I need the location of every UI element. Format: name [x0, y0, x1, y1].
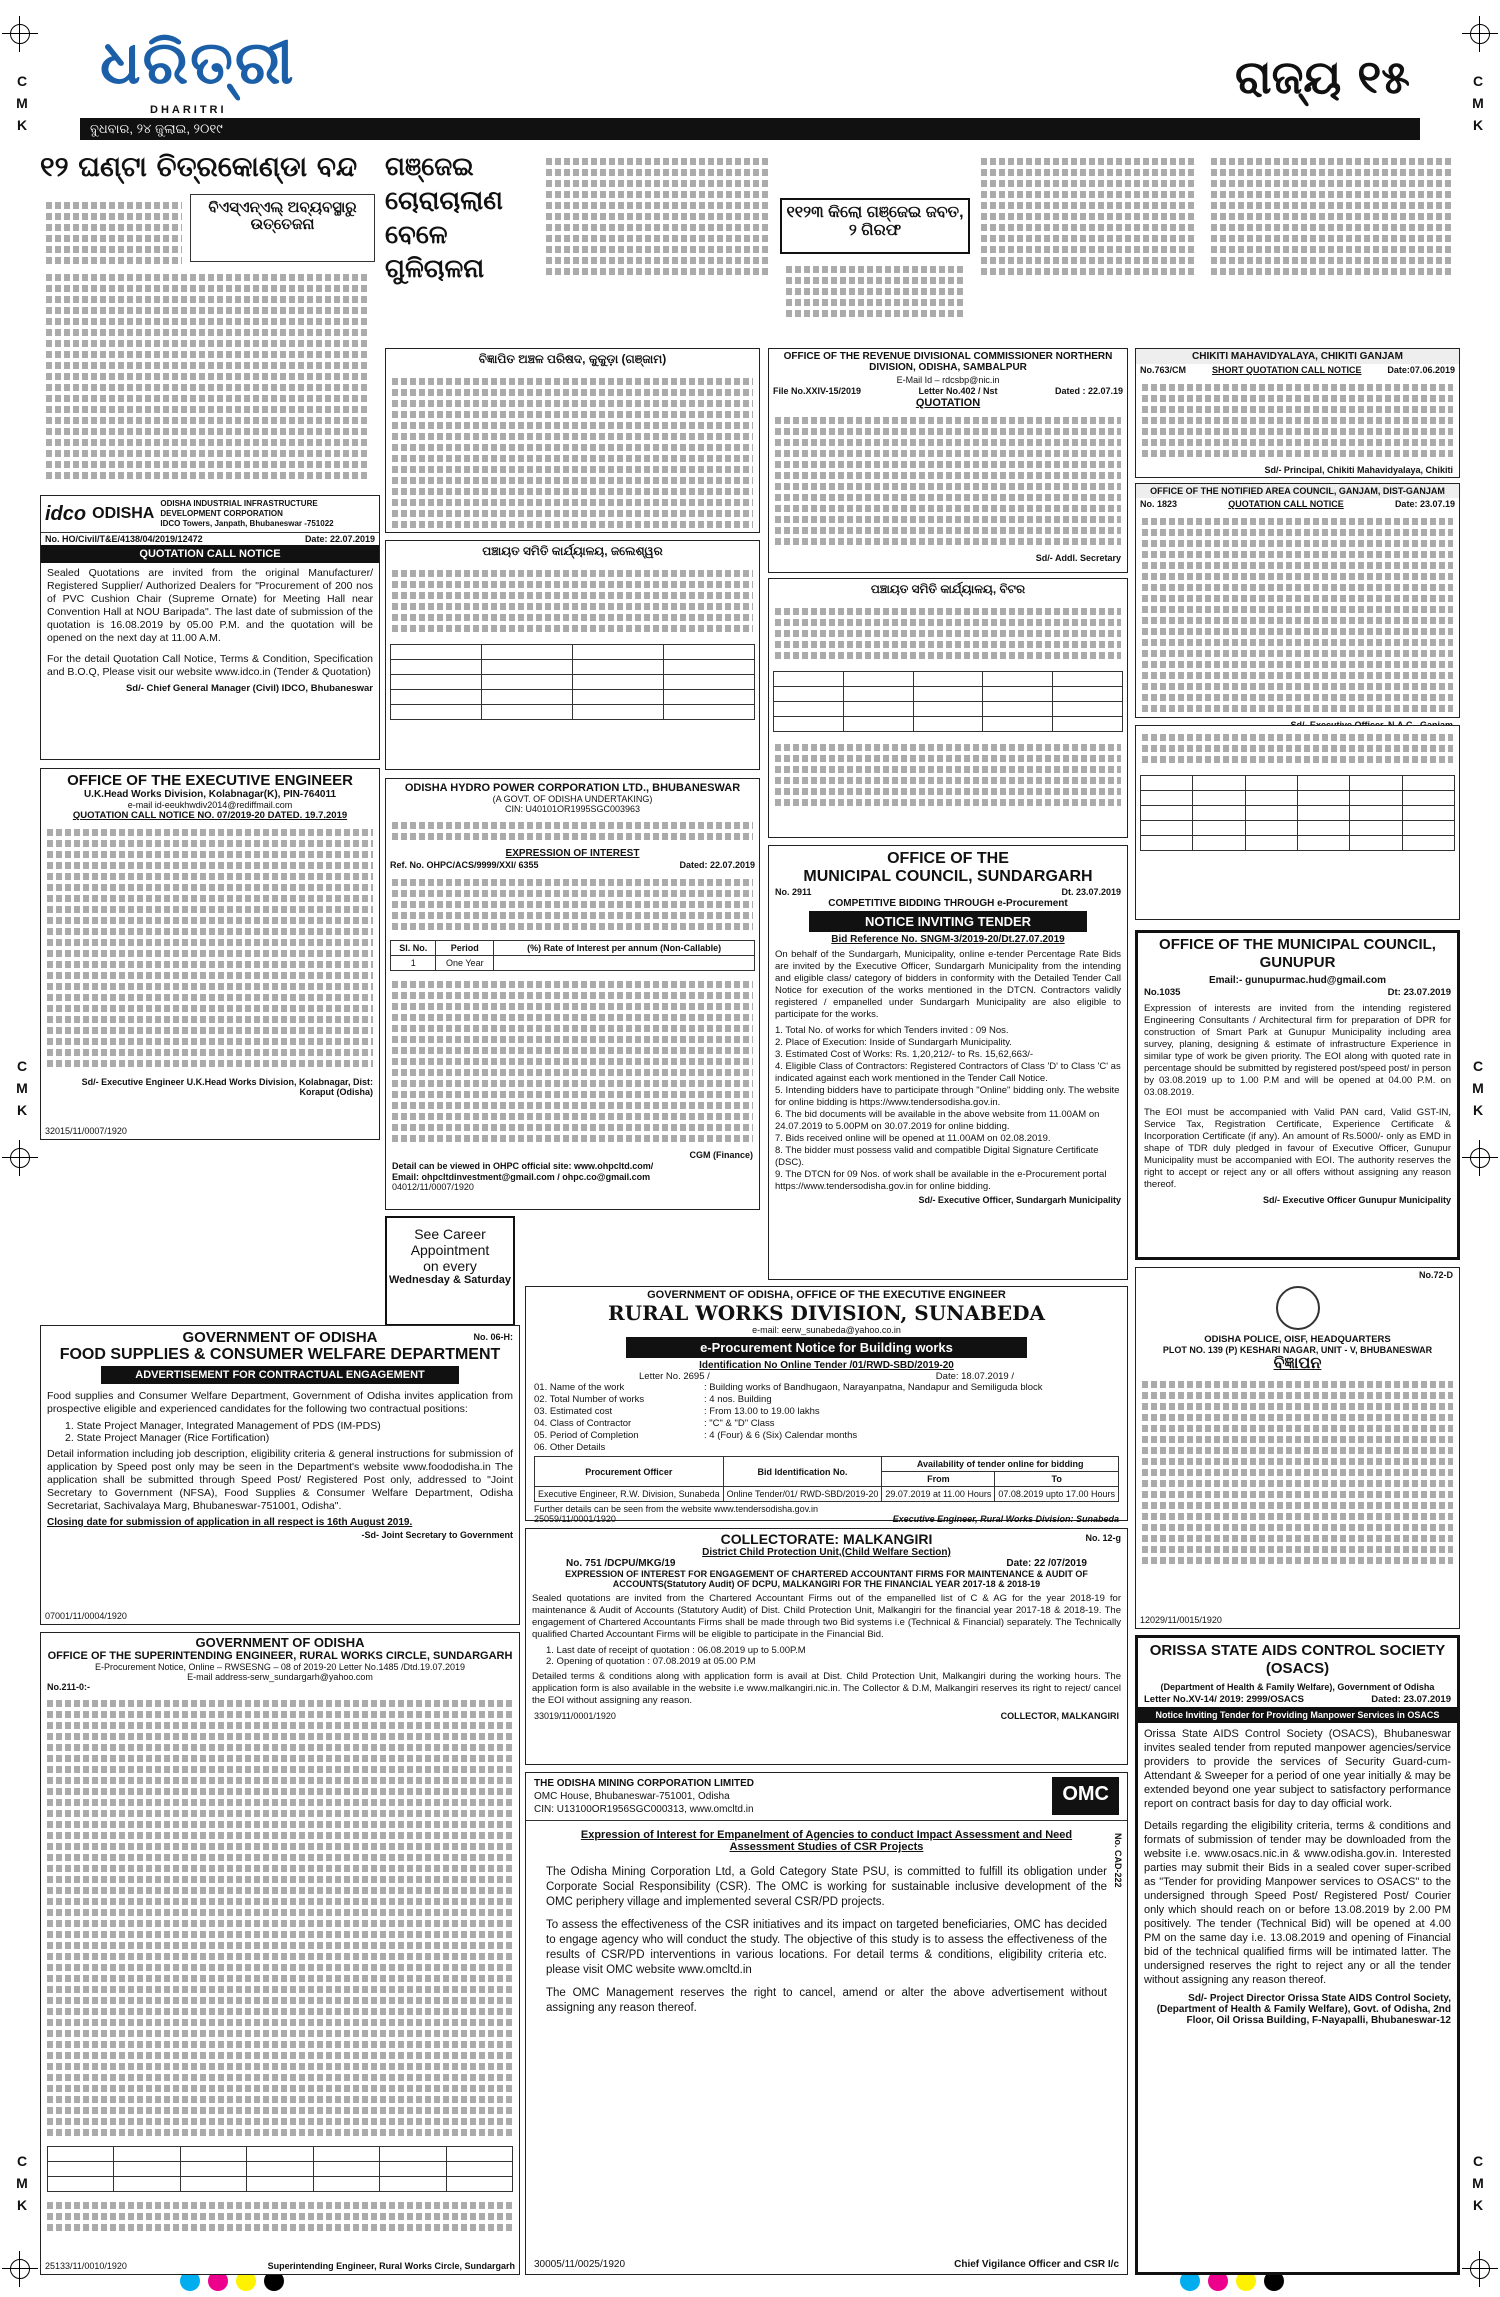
ad-osacs [1135, 1635, 1460, 2275]
ad-heading: NOTICE INVITING TENDER [809, 911, 1087, 932]
career-line-4: Wednesday & Saturday [388, 1274, 512, 1286]
ad-ref: No.72-D [1418, 1270, 1453, 1280]
second-story [385, 150, 1460, 350]
ad-signature: Superintending Engineer, Rural Works Circle, Sundargarh [267, 2261, 515, 2271]
ad-subtitle: (A GOVT. OF ODISHA UNDERTAKING) [492, 794, 653, 804]
ad-ref: No.763/CM [1140, 365, 1187, 375]
registration-mark [2, 1140, 38, 1176]
work-detail-value: : "C" & "D" Class [704, 1418, 775, 1429]
ad-email: Email:- gunupurmac.hud@gmail.com [1209, 975, 1386, 986]
ad-signature: Sd/- Chief General Manager (Civil) IDCO, Bhubaneswar [125, 683, 373, 694]
ad-subtitle: E-Procurement Notice, Online – RWSESNG – 08 of 2019-20 Letter No.1485 /Dtd.19.07.2019 [94, 1662, 466, 1672]
ad-body-2: Details regarding the eligibility criteria, terms & conditions and formats of submission of tender may be downloaded from the website i.e. www.osacs.nic.in & www.odisha.gov.in. Interested parties may submit their Bids in a sealed cover super-scribed as "Tender for providing Manpower services to OSACS" to the undersigned through Speed Post/ Registered Post/ Courier only which should reach on or before 13.08.2019 by 2.00 PM positively. The tender (Technical Bid) will be opened at 4.00 PM on the same day i.e. 13.08.2019 and opening of Financial bid of the technical qualified firms will be intimated latter. The undersigned reserves the right to reject any or all the tender without assigning any reason thereof. [1144, 1820, 1451, 1986]
odisha-logo: ODISHA [92, 505, 155, 522]
date-line: ବୁଧବାର, ୨୪ ଜୁଲାଇ, ୨୦୧୯ [90, 121, 223, 136]
police-emblem-icon [1276, 1286, 1320, 1330]
work-detail-label: 02. Total Number of works [534, 1394, 645, 1405]
ad-heading: SHORT QUOTATION CALL NOTICE [1211, 365, 1362, 375]
ad-ref: No. 2911 [775, 887, 812, 897]
ad-nac-ganjam [1135, 483, 1460, 718]
ad-ref: No. 06-H: [473, 1332, 513, 1342]
work-detail-label: 05. Period of Completion [534, 1430, 639, 1441]
ad-heading: ADVERTISEMENT FOR CONTRACTUAL ENGAGEMENT [101, 1366, 459, 1384]
closing-date: Closing date for submission of application in all respect is 16th August 2019. [47, 1517, 413, 1528]
ad-subtitle: (Department of Health & Family Welfare), Government of Odisha [1160, 1682, 1435, 1692]
ad-date: Date: 22 /07/2019 [1006, 1558, 1087, 1569]
notice-odia-table [1135, 725, 1460, 920]
ad-address: OMC House, Bhubaneswar-751001, Odisha [534, 1791, 730, 1802]
ad-signature: Executive Engineer, Rural Works Division: Sunabeda [892, 1514, 1119, 1524]
ad-malkangiri [525, 1528, 1128, 1765]
notice-heading: ପଞ୍ଚାୟତ ସମିତି କାର୍ଯ୍ୟାଳୟ, ଜଲେଶ୍ୱର [482, 544, 663, 558]
ad-website: Further details can be seen from the website www.tendersodisha.gov.in [534, 1504, 818, 1514]
ad-signature: Chief Vigilance Officer and CSR I/c [954, 2259, 1119, 2270]
ad-body-2: Detail information including job description, eligibility criteria & general instructions for submission of application by Speed post only may be seen in the Department's website www.foododisha.in The application shall be submitted through Speed Post/ Registered Post only, addressed to "Joint Secretary to Government (NFSA), Food Supplies & Consumer Welfare Department, Odisha Secretariat, Sachivalaya Marg, Bhubaneswar-751001, Odisha". [47, 1448, 513, 1512]
registration-mark [1462, 1140, 1498, 1176]
ad-heading: QUOTATION [915, 397, 981, 409]
date-bar [80, 118, 1420, 140]
work-detail-label: 03. Estimated cost [534, 1406, 613, 1417]
ad-title: OFFICE OF THE REVENUE DIVISIONAL COMMISSIONER NORTHERN DIVISION, ODISHA, SAMBALPUR [783, 351, 1113, 373]
ad-signature: Sd/- Executive Officer Gunupur Municipality [1262, 1195, 1451, 1205]
cmk-marks: C M K [1472, 2153, 1484, 2213]
work-detail-label: 01. Name of the work [534, 1382, 625, 1393]
ad-body-3: The OMC Management reserves the right to cancel, amend or alter the above advertisement without assigning any reason thereof. [546, 1987, 1107, 2014]
ad-body: The Odisha Mining Corporation Ltd, a Gold Category State PSU, is committed to fulfill its obligation under Corporate Social Responsibility (CSR). The OMC is working for sustainable inclusive development of the OMC periphery village and implemented several CSR/PD projects. [546, 1866, 1107, 1908]
ad-email: e-mail id-eeukhwdiv2014@rediffmail.com [127, 800, 293, 810]
ad-govt: GOVERNMENT OF ODISHA [195, 1635, 365, 1650]
ad-email: E-mail address-serw_sundargarh@yahoo.com [187, 1672, 373, 1682]
ad-ref: No.211-0:- [47, 1682, 91, 1692]
ad-govt: GOVERNMENT OF ODISHA [182, 1329, 378, 1346]
cmk-marks: C M K [16, 1058, 28, 1118]
notice-heading: ବିଜ୍ଞାପିତ ଅଞ୍ଚଳ ପରିଷଦ, କୁକୁଡ଼ା (ଗଞ୍ଜାମ) [478, 352, 667, 366]
ad-omc [525, 1772, 1128, 2275]
registration-mark [1462, 16, 1498, 52]
position-1: 1. State Project Manager, Integrated Management of PDS (IM-PDS) [65, 1420, 381, 1432]
cmk-marks: C M K [1472, 73, 1484, 133]
ad-heading: e-Procurement Notice for Building works [626, 1337, 1027, 1358]
ad-title: OFFICE OF THE MUNICIPAL COUNCIL, GUNUPUR [1159, 936, 1436, 971]
idco-logo: idco [45, 502, 87, 525]
ad-date: Dt. 23.07.2019 [1061, 887, 1121, 897]
work-detail-row [534, 1406, 1119, 1418]
ad-signature: Sd/- Addl. Secretary [1035, 553, 1121, 563]
bidding-table: Procurement Officer Bid Identification No. Availability of tender online for bidding From To Executive Engineer, R.W. Division, Sunabeda Online Tender/01/ RWD-SBD/2019-20 29.07.2019 at 11.00 Hours 07.08.2019 upto 17.00 Hours [534, 1456, 1119, 1502]
notice-jaleswar [385, 540, 760, 770]
ad-food-supplies [40, 1325, 520, 1625]
ad-heading: QUOTATION CALL NOTICE [1228, 499, 1344, 509]
tender-item: 3. Estimated Cost of Works: Rs. 1,20,212/- to Rs. 15,62,663/- [775, 1049, 1034, 1060]
ad-body: Expression of interests are invited from the intending registered Engineering Consultants / Architectural firm for preparation of DPR for construction of Smart Park at Gunupur Municipality including area survey, planing, designing & estimate of infrastructure Experience in similar type of work be given priority. The EOI along with quoted rate in percentage should be submitted by registered post/speed post/ in person by 03.08.2019 up to 1.00 P.M and will be opened at 04.00 P.M. on 03.08.2019. [1144, 1003, 1451, 1098]
ad-code: 07001/11/0004/1920 [45, 1611, 127, 1621]
work-detail-value: : From 13.00 to 19.00 lakhs [704, 1406, 820, 1417]
tender-item: 9. The DTCN for 09 Nos. of work shall be available in the e-Procurement portal https://www.tendersodisha.gov.in for online bidding. [775, 1169, 1107, 1192]
notice-heading: ପଞ୍ଚାୟତ ସମିତି କାର୍ଯ୍ୟାଳୟ, ବିଟର [870, 582, 1026, 596]
ad-address: PLOT NO. 139 (P) KESHARI NAGAR, UNIT - V, BHUBANESWAR [1162, 1345, 1433, 1355]
ad-email: E-Mail Id – rdcsbp@nic.in [896, 375, 1000, 385]
ad-body: Orissa State AIDS Control Society (OSACS), Bhubaneswar invites sealed tender from reputed manpower agencies/service providers to provide the services of Security Guard-cum-Attendant & Sweeper for a period of one year initially & may be extended beyond one year subject to satisfactory performance report on contract basis for day to day official work. [1144, 1728, 1451, 1810]
ad-ref: Ref. No. OHPC/ACS/9999/XXI/ 6355 [390, 860, 539, 870]
newspaper-logo: ଧରିତ୍ରୀ [100, 28, 296, 98]
work-detail-row [534, 1442, 1119, 1454]
ad-signature: CGM (Finance) [689, 1150, 753, 1160]
rate-table: Sl. No. Period (%) Rate of Interest per annum (Non-Callable) 1 One Year [390, 940, 755, 971]
ad-subtitle: U.K.Head Works Division, Kolabnagar(K), PIN-764011 [83, 789, 337, 800]
ad-date: Dt: 23.07.2019 [1387, 987, 1451, 998]
ad-code: 25059/11/0001/1920 [534, 1514, 616, 1524]
ad-heading: ବିଜ୍ଞାପନ [1273, 1355, 1322, 1372]
ad-date: Dated: 23.07.2019 [1371, 1694, 1451, 1705]
ad-subtitle: COMPETITIVE BIDDING THROUGH e-Procurement [828, 898, 1068, 909]
ad-body: Sealed quotations are invited from the Chartered Accountant Firms out of the empanelled list of C & AG for the year 2018-19 for maintenance & Audit of Accounts (Statutory Audit) of Dist. Child Protection Unit, Malkangiri for the financial year 2017-18 & 2018-19. The engagement of Chartered Accountants Firms shall be made through two Bid systems i.e (Technical & Financial) separately. The Technically qualified Charted Accountant Firms will be eligible to participate in the Financial Bid. [532, 1593, 1121, 1640]
lead-headline: ୧୨ ଘଣ୍ଟା ଚିତ୍ରକୋଣ୍ଡା ବନ୍ଦ [40, 150, 358, 183]
cmk-marks: C M K [16, 2153, 28, 2213]
ad-ref: No. 751 /DCPU/MKG/19 [566, 1558, 676, 1569]
ad-date: Date:07.06.2019 [1387, 365, 1455, 375]
lead-story [40, 150, 375, 490]
ad-ohpc [385, 778, 760, 1210]
ad-date: Date: 22.07.2019 [304, 534, 375, 544]
lead-kicker: ବିଏସ୍ଏନ୍ଏଲ୍ ଅବ୍ୟବସ୍ଥାରୁ ଉତ୍ତେଜନା [190, 194, 375, 262]
deadline-2: 2. Opening of quotation : 07.08.2019 at 05.00 P.M [546, 1656, 756, 1667]
ad-title-1: OFFICE OF THE [887, 850, 1009, 867]
ad-code: 04012/11/0007/1920 [392, 1182, 474, 1192]
ad-idco [40, 495, 380, 760]
work-detail-label: 06. Other Details [534, 1442, 606, 1453]
work-detail-value: : 4 nos. Building [704, 1394, 772, 1405]
ad-signature: Sd/- Project Director Orissa State AIDS Control Society, (Department of Health & Family Welfare), Govt. of Odisha, 2nd Floor, Oil Orissa Building, F-Nayapalli, Bhubaneswar-12 [1156, 1993, 1451, 2026]
ad-code: 33019/11/0001/1920 [534, 1711, 616, 1721]
ad-body: On behalf of the Sundargarh, Municipality, online e-tender Percentage Rate Bids are invited by the Executive Officer, Sundargarh Municipality from the intending and eligible class/ category of bidders in conformity with the Detailed Tender Call Notice for execution of the works mentioned in the DTCN. Contractors validly registered / empanelled under Sundargarh Municipality are also eligible to participate for the works. [775, 949, 1121, 1020]
bid-reference: Bid Reference No. SNGM-3/2019-20/Dt.27.07.2019 [831, 934, 1065, 945]
ad-date: Date: 18.07.2019 / [935, 1371, 1014, 1382]
registration-mark [2, 16, 38, 52]
cmk-marks: C M K [16, 73, 28, 133]
career-line-1: See Career [414, 1226, 486, 1242]
career-line-3: on every [423, 1258, 477, 1274]
notice-bitar [768, 578, 1128, 838]
ganja-seizure-box: ୧୧୨୩ କିଲୋ ଗଞ୍ଜେଇ ଜବତ, ୨ ଗିରଫ [780, 198, 970, 254]
work-details [526, 1382, 1127, 1454]
ad-body-2: For the detail Quotation Call Notice, Terms & Condition, Specification and B.O.Q, Please visit our website www.idco.in (Tender & Quotation) [47, 653, 373, 678]
org-address: IDCO Towers, Janpath, Bhubaneswar -751022 [160, 519, 334, 528]
ad-title: ODISHA HYDRO POWER CORPORATION LTD., BHUBANESWAR [404, 782, 741, 794]
ad-date: Dated : 22.07.19 [1054, 386, 1123, 396]
position-2: 2. State Project Manager (Rice Fortification) [65, 1432, 270, 1444]
org-name: ODISHA INDUSTRIAL INFRASTRUCTURE DEVELOPMENT CORPORATION [160, 499, 318, 518]
ad-date: Dated: 22.07.2019 [679, 860, 755, 870]
cmk-marks: C M K [1472, 1058, 1484, 1118]
ad-municipal-sundargarh [768, 845, 1128, 1280]
registration-mark [1462, 2251, 1498, 2287]
second-headline: ଗଞ୍ଜେଇ ଚୋରାଚାଲାଣ ବେଳେ ଗୁଳିଚାଳନା [385, 152, 503, 284]
ad-signature: Sd/- Principal, Chikiti Mahavidyalaya, Chikiti [1264, 465, 1453, 475]
ad-ee-kolabnagar [40, 768, 380, 1140]
ad-chikiti [1135, 348, 1460, 478]
registration-mark [2, 2251, 38, 2287]
work-detail-row [534, 1430, 1119, 1442]
ad-body: Food supplies and Consumer Welfare Department, Government of Odisha invites application from prospective eligible and experienced candidates for the following two contractual positions: [47, 1390, 513, 1415]
ad-body-2: Detailed terms & conditions along with application form is avail at Dist. Child Protection Unit, Malkangiri during the working hours. The application form is also available in the website i.e www.malkangiri.nic.in. The Collector & D.M, Malkangiri reserves its right to reject/ cancel the EOI without assigning any reason. [532, 1671, 1121, 1706]
ad-heading: QUOTATION CALL NOTICE NO. 07/2019-20 DATED. 19.7.2019 [72, 810, 348, 821]
letter-number: Letter No.XV-14/ 2019: 2999/OSACS [1144, 1694, 1304, 1705]
career-promo [385, 1216, 515, 1326]
ad-cin: CIN: U40101OR1995SGC003963 [504, 804, 641, 814]
tender-item: 6. The bid documents will be available in the above website from 11.00AM on 24.07.2019 to 5.00PM on 30.07.2019 for online bidding. [775, 1109, 1100, 1132]
ad-signature: COLLECTOR, MALKANGIRI [1000, 1711, 1119, 1721]
masthead [40, 20, 1460, 136]
ad-code: 12029/11/0015/1920 [1140, 1615, 1222, 1625]
ad-subtitle: District Child Protection Unit,(Child Welfare Section) [702, 1547, 951, 1558]
logo-subtitle: DHARITRI [150, 104, 227, 116]
tender-item: 8. The bidder must possess valid and compatible Digital Signature Certificate (DSC). [775, 1145, 1099, 1168]
ad-title: OFFICE OF THE NOTIFIED AREA COUNCIL, GANJAM, DIST-GANJAM [1136, 484, 1459, 498]
omc-logo: OMC [1052, 1777, 1119, 1815]
ad-rural-sunabeda [525, 1286, 1128, 1524]
tender-items [769, 1025, 1127, 1193]
work-detail-row [534, 1382, 1119, 1394]
ad-heading: EXPRESSION OF INTEREST [505, 848, 640, 859]
ad-date: Date: 23.07.19 [1394, 499, 1455, 509]
ad-title: CHIKITI MAHAVIDYALAYA, CHIKITI GANJAM [1136, 349, 1459, 364]
work-detail-row [534, 1394, 1119, 1406]
ad-side-code: No. CAD-222 [1113, 1833, 1123, 1888]
ad-title: THE ODISHA MINING CORPORATION LIMITED [534, 1778, 754, 1789]
letter-number: Letter No. 2695 / [639, 1371, 710, 1382]
letter-number: Letter No.402 / Nst [918, 386, 998, 396]
identification-number: Identification No Online Tender /01/RWD-SBD/2019-20 [699, 1360, 954, 1371]
ad-cin: CIN: U13100OR1956SGC000313, www.omcltd.in [534, 1804, 754, 1815]
tender-item: 5. Intending bidders have to participate through "Online" bidding only. The website for online bidding is https://www.tendersodisha.gov.in. [775, 1085, 1120, 1108]
ad-side-code: No. 12-g [1085, 1533, 1121, 1543]
ad-code: 30005/11/0025/1920 [534, 2259, 626, 2270]
ad-body-2: The EOI must be accompanied with Valid PAN card, Valid GST-IN, Service Tax, Registration Certificate, Experience Certificate & Incorporation Certificate (if any). An amount of Rs.5000/- only as EMD in shape of TDR duly pledged in favour of Executive Officer, Gunupur Municipality must be accompanied with EOI. The authority reserves the right to accept or reject any or all offers without assigning any reason thereof. [1144, 1107, 1451, 1190]
section-title: ରାଜ୍ୟ ୧୫ [1235, 50, 1410, 104]
work-detail-label: 04. Class of Contractor [534, 1418, 632, 1429]
ad-title: RURAL WORKS DIVISION, SUNABEDA [608, 1301, 1045, 1325]
ad-heading: EXPRESSION OF INTEREST FOR ENGAGEMENT OF CHARTERED ACCOUNTANT FIRMS FOR MAINTENANCE & AUDIT OF ACCOUNTS(Statutory Audit) OF DCPU, MALKANGIRI FOR THE FINANCIAL YEAR 2017-18 & 2018-19 [565, 1569, 1088, 1589]
notice-kukuda [385, 348, 760, 533]
ad-email: Email: ohpcltdinvestment@gmail.com / ohpc.co@gmail.com [392, 1172, 651, 1182]
ad-heading: Notice Inviting Tender for Providing Manpower Services in OSACS [1138, 1707, 1457, 1723]
ad-title: OFFICE OF THE SUPERINTENDING ENGINEER, RURAL WORKS CIRCLE, SUNDARGARH [47, 1650, 513, 1662]
ad-code: 25133/11/0010/1920 [45, 2261, 127, 2271]
deadline-1: 1. Last date of receipt of quotation : 06.08.2019 up to 5.00P.M [546, 1645, 806, 1656]
work-detail-row [534, 1418, 1119, 1430]
ad-body-2: To assess the effectiveness of the CSR initiatives and its impact on targeted beneficiaries, OMC has decided to engage agency who will conduct the study. The objective of this study is to assess the effectiveness of the results of CSR/PD interventions in various locations. For detail terms & conditions, eligibility criteria etc. please visit OMC website www.omcltd.in [546, 1919, 1107, 1976]
ad-ref: No.1035 [1144, 987, 1181, 998]
ad-heading: QUOTATION CALL NOTICE [41, 545, 379, 563]
work-detail-value: : 4 (Four) & 6 (Six) Calendar months [704, 1430, 858, 1441]
ad-body: Sealed Quotations are invited from the original Manufacturer/ Registered Supplier/ Authorized Dealers for "Procurement of 200 nos of PVC Cushion Chair (Supreme Ornate) for Meeting Hall near Convention Hall at NOU Baripada". The last date of submission of the quotation is 16.08.2019 by 05.00 P.M. and the quotation will be opened on the next day at 11.00 A.M. [47, 567, 373, 644]
ad-title: ODISHA POLICE, OISF, HEADQUARTERS [1204, 1334, 1391, 1345]
ad-email: e-mail: eerw_sunabeda@yahoo.co.in [752, 1325, 901, 1335]
ad-revenue-commissioner [768, 348, 1128, 573]
ad-se-sundargarh [40, 1632, 520, 2275]
ad-title: OFFICE OF THE EXECUTIVE ENGINEER [67, 772, 353, 789]
ad-title: COLLECTORATE: MALKANGIRI [720, 1531, 933, 1547]
ad-signature: Sd/- Executive Officer, Sundargarh Municipality [918, 1195, 1121, 1205]
tender-item: 4. Eligible Class of Contractors: Registered Contractors of Class 'D' to Class 'C' as indicated against each work mentioned in the Tender Call Notice. [775, 1061, 1121, 1084]
ad-title: ORISSA STATE AIDS CONTROL SOCIETY (OSACS) [1149, 1642, 1446, 1677]
work-detail-value: : Building works of Bandhugaon, Narayanpatna, Nandapur and Semiliguda block [704, 1382, 1043, 1393]
tender-item: 2. Place of Execution: Inside of Sundargarh Municipality. [775, 1037, 1012, 1048]
ad-website: Detail can be viewed in OHPC official site: www.ohpcltd.com/ [392, 1161, 654, 1171]
ad-title: FOOD SUPPLIES & CONSUMER WELFARE DEPARTMENT [59, 1346, 501, 1363]
ad-ref: No. 1823 [1140, 499, 1178, 509]
ad-govt: GOVERNMENT OF ODISHA, OFFICE OF THE EXECUTIVE ENGINEER [647, 1289, 1006, 1301]
ad-heading: Expression of Interest for Empanelment of Agencies to conduct Impact Assessment and Need Assessment Studies of CSR Projects [580, 1829, 1073, 1853]
ad-title-2: MUNICIPAL COUNCIL, SUNDARGARH [803, 868, 1093, 885]
ad-signature: Sd/- Executive Engineer U.K.Head Works Division, Kolabnagar, Dist: Koraput (Odisha) [81, 1077, 373, 1097]
file-number: File No.XXIV-15/2019 [773, 386, 862, 396]
tender-item: 1. Total No. of works for which Tenders invited : 09 Nos. [775, 1025, 1009, 1036]
ad-ref: No. HO/Civil/T&E/4138/04/2019/12472 [45, 534, 203, 544]
ad-gunupur [1135, 930, 1460, 1260]
ad-odisha-police [1135, 1267, 1460, 1629]
tender-item: 7. Bids received online will be opened at 11.00AM on 02.08.2019. [775, 1133, 1051, 1144]
ad-code: 32015/11/0007/1920 [45, 1126, 127, 1136]
career-line-2: Appointment [410, 1242, 490, 1258]
ad-signature: -Sd- Joint Secretary to Government [361, 1530, 513, 1540]
